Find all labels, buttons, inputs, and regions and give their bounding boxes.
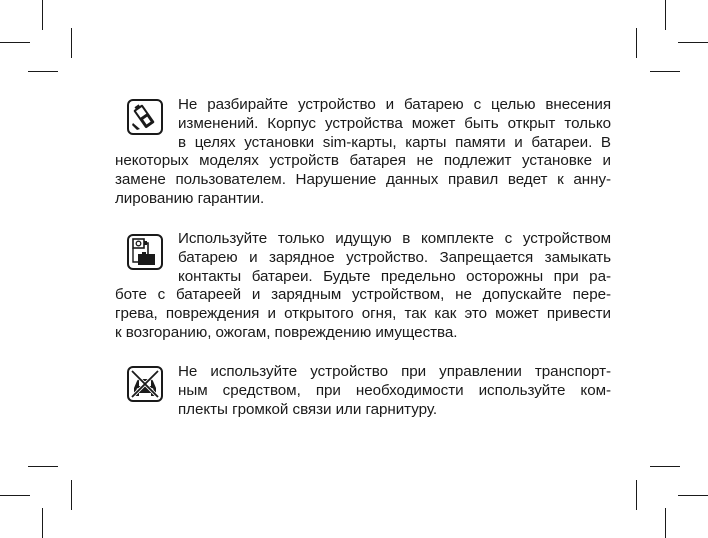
crop-mark [42, 508, 43, 538]
battery-with-charger-icon [127, 234, 163, 270]
warning-block-disassembly [115, 96, 611, 209]
crop-mark [665, 0, 666, 30]
text-line: плекты громкой связи или гарнитуру. [178, 400, 438, 418]
text-line: ным средством, при необходимости используйте ком- [178, 381, 611, 399]
text-line: замене пользователем. Нарушение данных правил ведет к анну- [115, 171, 611, 189]
crop-mark [0, 42, 30, 43]
text-line: контакты батареи. Будьте предельно осторожны при ра- [178, 267, 611, 285]
text-line: Не разбирайте устройство и батарею с целью внесения [178, 96, 611, 113]
crop-mark [0, 495, 30, 496]
text-line: изменений. Корпус устройства может быть открыт только [178, 114, 611, 132]
text-line: некоторых моделях устройств батарея не подлежит установке и [115, 152, 611, 170]
crop-mark [678, 495, 708, 496]
warning-block-driving [115, 363, 611, 419]
crop-mark [665, 508, 666, 538]
crop-mark [42, 0, 43, 30]
crop-mark [650, 71, 680, 72]
crop-mark [636, 28, 637, 58]
paragraph-driving [115, 363, 611, 419]
text-line: боте с батареей и зарядным устройством, не допускайте пере- [115, 286, 611, 304]
crop-mark [28, 466, 58, 467]
no-phone-while-driving-icon [127, 366, 163, 402]
paragraph-battery [115, 230, 611, 343]
hand-disassembling-battery-icon [127, 99, 163, 135]
crop-mark [678, 42, 708, 43]
crop-mark [71, 28, 72, 58]
text-line: Не используйте устройство при управлении транспорт- [178, 363, 611, 380]
crop-mark [28, 71, 58, 72]
paragraph-disassembly [115, 96, 611, 209]
text-line: к возгоранию, ожогам, повреждению имущества. [115, 323, 458, 341]
text-line: батарею и зарядное устройство. Запрещается замыкать [178, 248, 611, 266]
crop-mark [71, 480, 72, 510]
text-line: грева, повреждения и открытого огня, так как это может привести [115, 305, 611, 323]
text-line: Используйте только идущую в комплекте с устройством [178, 230, 611, 247]
text-line: в целях установки sim-карты, карты памяти и батареи. В [178, 133, 611, 151]
crop-mark [636, 480, 637, 510]
crop-mark [650, 466, 680, 467]
text-line: лированию гарантии. [115, 189, 265, 207]
warning-block-battery [115, 230, 611, 343]
